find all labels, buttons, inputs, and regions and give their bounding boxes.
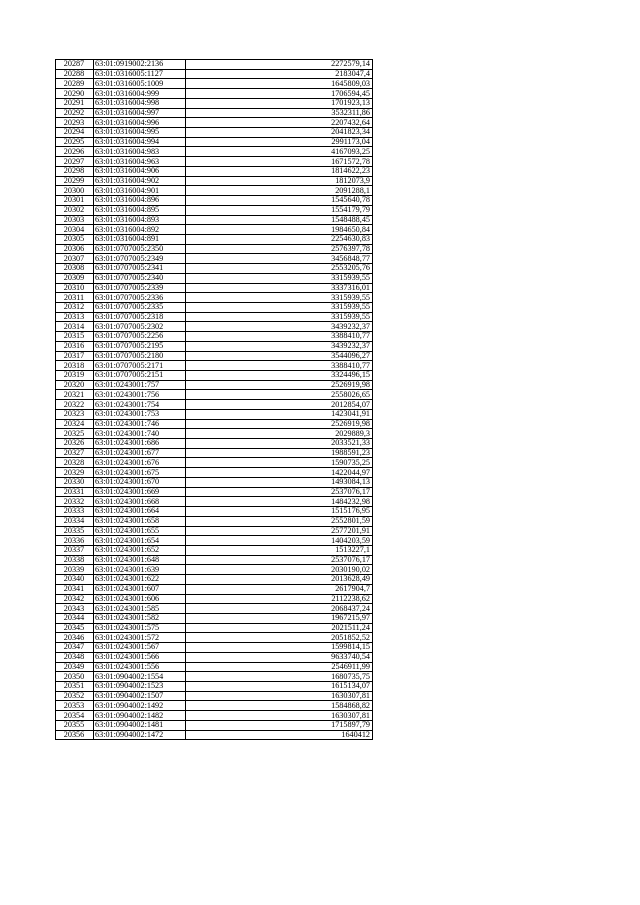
table-row xyxy=(56,273,373,283)
cadastral-number-cell: 63:01:0316004:963 xyxy=(94,157,186,167)
row-number-cell: 20356 xyxy=(56,730,94,740)
cadastral-value-cell: 2041823,34 xyxy=(186,128,373,138)
row-number-cell: 20329 xyxy=(56,468,94,478)
cadastral-number-cell: 63:01:0243001:639 xyxy=(94,565,186,575)
table-row xyxy=(56,166,373,176)
cadastral-value-cell: 2091288,1 xyxy=(186,186,373,196)
table-row xyxy=(56,215,373,225)
table-row xyxy=(56,468,373,478)
table-row xyxy=(56,186,373,196)
table-row xyxy=(56,341,373,351)
cadastral-number-cell: 63:01:0904002:1554 xyxy=(94,672,186,682)
table-row xyxy=(56,497,373,507)
cadastral-value-cell: 1513227,1 xyxy=(186,545,373,555)
row-number-cell: 20345 xyxy=(56,623,94,633)
cadastral-number-cell: 63:01:0316004:902 xyxy=(94,176,186,186)
row-number-cell: 20303 xyxy=(56,215,94,225)
cadastral-value-cell: 1814622,23 xyxy=(186,166,373,176)
row-number-cell: 20295 xyxy=(56,137,94,147)
row-number-cell: 20309 xyxy=(56,273,94,283)
row-number-cell: 20337 xyxy=(56,545,94,555)
row-number-cell: 20292 xyxy=(56,108,94,118)
table-body xyxy=(56,60,373,740)
cadastral-number-cell: 63:01:0243001:677 xyxy=(94,448,186,458)
table-row xyxy=(56,536,373,546)
row-number-cell: 20321 xyxy=(56,390,94,400)
row-number-cell: 20299 xyxy=(56,176,94,186)
cadastral-value-cell: 2183047,4 xyxy=(186,69,373,79)
row-number-cell: 20350 xyxy=(56,672,94,682)
row-number-cell: 20287 xyxy=(56,60,94,70)
cadastral-value-cell: 1590735,25 xyxy=(186,458,373,468)
row-number-cell: 20330 xyxy=(56,477,94,487)
row-number-cell: 20304 xyxy=(56,225,94,235)
cadastral-value-cell: 1422044,97 xyxy=(186,468,373,478)
cadastral-number-cell: 63:01:0243001:676 xyxy=(94,458,186,468)
table-row xyxy=(56,69,373,79)
row-number-cell: 20328 xyxy=(56,458,94,468)
cadastral-number-cell: 63:01:0243001:756 xyxy=(94,390,186,400)
table-row xyxy=(56,283,373,293)
row-number-cell: 20312 xyxy=(56,302,94,312)
table-row xyxy=(56,487,373,497)
cadastral-value-cell: 2617904,7 xyxy=(186,584,373,594)
row-number-cell: 20342 xyxy=(56,594,94,604)
row-number-cell: 20306 xyxy=(56,244,94,254)
row-number-cell: 20294 xyxy=(56,128,94,138)
cadastral-value-cell: 2254630,83 xyxy=(186,234,373,244)
row-number-cell: 20313 xyxy=(56,312,94,322)
table-row xyxy=(56,565,373,575)
cadastral-value-cell: 2013628,49 xyxy=(186,575,373,585)
table-row xyxy=(56,400,373,410)
cadastral-value-cell: 3439232,37 xyxy=(186,322,373,332)
cadastral-number-cell: 63:01:0243001:753 xyxy=(94,409,186,419)
cadastral-number-cell: 63:01:0316004:995 xyxy=(94,128,186,138)
row-number-cell: 20296 xyxy=(56,147,94,157)
table-row xyxy=(56,633,373,643)
cadastral-number-cell: 63:01:0243001:572 xyxy=(94,633,186,643)
table-row xyxy=(56,225,373,235)
cadastral-number-cell: 63:01:0243001:757 xyxy=(94,380,186,390)
cadastral-value-cell: 1630307,81 xyxy=(186,711,373,721)
row-number-cell: 20314 xyxy=(56,322,94,332)
table-row xyxy=(56,682,373,692)
row-number-cell: 20351 xyxy=(56,682,94,692)
cadastral-value-cell: 1584868,82 xyxy=(186,701,373,711)
cadastral-value-cell: 3315939,55 xyxy=(186,302,373,312)
row-number-cell: 20288 xyxy=(56,69,94,79)
table-row xyxy=(56,332,373,342)
table-row xyxy=(56,147,373,157)
cadastral-number-cell: 63:01:0316004:896 xyxy=(94,196,186,206)
table-row xyxy=(56,720,373,730)
cadastral-number-cell: 63:01:0707005:2336 xyxy=(94,293,186,303)
cadastral-number-cell: 63:01:0707005:2339 xyxy=(94,283,186,293)
cadastral-number-cell: 63:01:0904002:1492 xyxy=(94,701,186,711)
cadastral-number-cell: 63:01:0243001:607 xyxy=(94,584,186,594)
cadastral-value-cell: 1706594,45 xyxy=(186,89,373,99)
cadastral-value-cell: 3388410,77 xyxy=(186,332,373,342)
row-number-cell: 20335 xyxy=(56,526,94,536)
table-row xyxy=(56,711,373,721)
table-row xyxy=(56,128,373,138)
cadastral-number-cell: 63:01:0316005:1127 xyxy=(94,69,186,79)
cadastral-number-cell: 63:01:0243001:675 xyxy=(94,468,186,478)
row-number-cell: 20346 xyxy=(56,633,94,643)
row-number-cell: 20340 xyxy=(56,575,94,585)
cadastral-number-cell: 63:01:0904002:1523 xyxy=(94,682,186,692)
cadastral-value-cell: 1671572,78 xyxy=(186,157,373,167)
row-number-cell: 20300 xyxy=(56,186,94,196)
cadastral-number-cell: 63:01:0243001:686 xyxy=(94,439,186,449)
table-row xyxy=(56,623,373,633)
cadastral-number-cell: 63:01:0243001:669 xyxy=(94,487,186,497)
table-row xyxy=(56,516,373,526)
table-row xyxy=(56,477,373,487)
cadastral-value-cell: 2021511,24 xyxy=(186,623,373,633)
cadastral-value-cell: 4167093,25 xyxy=(186,147,373,157)
row-number-cell: 20322 xyxy=(56,400,94,410)
cadastral-value-cell: 2051852,52 xyxy=(186,633,373,643)
cadastral-number-cell: 63:01:0707005:2350 xyxy=(94,244,186,254)
table-row xyxy=(56,584,373,594)
cadastral-value-cell: 3315939,55 xyxy=(186,273,373,283)
row-number-cell: 20343 xyxy=(56,604,94,614)
cadastral-number-cell: 63:01:0243001:622 xyxy=(94,575,186,585)
cadastral-value-cell: 2991173,04 xyxy=(186,137,373,147)
cadastral-number-cell: 63:01:0243001:655 xyxy=(94,526,186,536)
cadastral-number-cell: 63:01:0316005:1009 xyxy=(94,79,186,89)
cadastral-value-cell: 2033521,33 xyxy=(186,439,373,449)
cadastral-value-cell: 3388410,77 xyxy=(186,361,373,371)
table-row xyxy=(56,419,373,429)
cadastral-number-cell: 63:01:0707005:2341 xyxy=(94,264,186,274)
cadastral-value-cell: 1545640,78 xyxy=(186,196,373,206)
cadastral-value-cell: 2537076,17 xyxy=(186,487,373,497)
table-row xyxy=(56,244,373,254)
data-table xyxy=(55,59,373,740)
row-number-cell: 20355 xyxy=(56,720,94,730)
table-row xyxy=(56,234,373,244)
table-row xyxy=(56,643,373,653)
cadastral-number-cell: 63:01:0707005:2335 xyxy=(94,302,186,312)
table-row xyxy=(56,293,373,303)
table-row xyxy=(56,652,373,662)
table-row xyxy=(56,390,373,400)
row-number-cell: 20293 xyxy=(56,118,94,128)
cadastral-value-cell: 1515176,95 xyxy=(186,507,373,517)
table-row xyxy=(56,254,373,264)
cadastral-number-cell: 63:01:0243001:575 xyxy=(94,623,186,633)
table-row xyxy=(56,594,373,604)
table-row xyxy=(56,302,373,312)
cadastral-value-cell: 1548488,45 xyxy=(186,215,373,225)
cadastral-number-cell: 63:01:0707005:2171 xyxy=(94,361,186,371)
cadastral-value-cell: 2576397,78 xyxy=(186,244,373,254)
cadastral-number-cell: 63:01:0707005:2318 xyxy=(94,312,186,322)
row-number-cell: 20326 xyxy=(56,439,94,449)
cadastral-value-cell: 1493084,13 xyxy=(186,477,373,487)
cadastral-value-cell: 2207432,64 xyxy=(186,118,373,128)
row-number-cell: 20324 xyxy=(56,419,94,429)
cadastral-number-cell: 63:01:0243001:585 xyxy=(94,604,186,614)
cadastral-value-cell: 3439232,37 xyxy=(186,341,373,351)
cadastral-value-cell: 2068437,24 xyxy=(186,604,373,614)
cadastral-number-cell: 63:01:0243001:740 xyxy=(94,429,186,439)
cadastral-value-cell: 1484232,98 xyxy=(186,497,373,507)
table-row xyxy=(56,98,373,108)
row-number-cell: 20338 xyxy=(56,555,94,565)
cadastral-value-cell: 9633740,54 xyxy=(186,652,373,662)
row-number-cell: 20305 xyxy=(56,234,94,244)
table-row xyxy=(56,196,373,206)
row-number-cell: 20336 xyxy=(56,536,94,546)
table-row xyxy=(56,458,373,468)
table-row xyxy=(56,351,373,361)
cadastral-number-cell: 63:01:0243001:567 xyxy=(94,643,186,653)
cadastral-number-cell: 63:01:0243001:658 xyxy=(94,516,186,526)
row-number-cell: 20297 xyxy=(56,157,94,167)
cadastral-number-cell: 63:01:0243001:652 xyxy=(94,545,186,555)
row-number-cell: 20310 xyxy=(56,283,94,293)
table-row xyxy=(56,137,373,147)
row-number-cell: 20290 xyxy=(56,89,94,99)
row-number-cell: 20318 xyxy=(56,361,94,371)
row-number-cell: 20353 xyxy=(56,701,94,711)
cadastral-number-cell: 63:01:0316004:893 xyxy=(94,215,186,225)
cadastral-number-cell: 63:01:0904002:1507 xyxy=(94,691,186,701)
cadastral-value-cell: 3315939,55 xyxy=(186,312,373,322)
cadastral-value-cell: 1554179,79 xyxy=(186,205,373,215)
cadastral-number-cell: 63:01:0316004:999 xyxy=(94,89,186,99)
table-row xyxy=(56,371,373,381)
row-number-cell: 20347 xyxy=(56,643,94,653)
table-row xyxy=(56,691,373,701)
row-number-cell: 20352 xyxy=(56,691,94,701)
cadastral-number-cell: 63:01:0316004:891 xyxy=(94,234,186,244)
cadastral-value-cell: 3544096,27 xyxy=(186,351,373,361)
cadastral-value-cell: 1715897,79 xyxy=(186,720,373,730)
table-row xyxy=(56,361,373,371)
cadastral-number-cell: 63:01:0707005:2180 xyxy=(94,351,186,361)
table-row xyxy=(56,545,373,555)
cadastral-value-cell: 1615134,07 xyxy=(186,682,373,692)
table-row xyxy=(56,108,373,118)
row-number-cell: 20302 xyxy=(56,205,94,215)
cadastral-number-cell: 63:01:0919002:2136 xyxy=(94,60,186,70)
row-number-cell: 20308 xyxy=(56,264,94,274)
cadastral-value-cell: 1988591,23 xyxy=(186,448,373,458)
row-number-cell: 20341 xyxy=(56,584,94,594)
table-row xyxy=(56,429,373,439)
cadastral-number-cell: 63:01:0707005:2349 xyxy=(94,254,186,264)
cadastral-value-cell: 2526919,98 xyxy=(186,380,373,390)
cadastral-value-cell: 3324496,15 xyxy=(186,371,373,381)
cadastral-number-cell: 63:01:0707005:2340 xyxy=(94,273,186,283)
table-row xyxy=(56,701,373,711)
table-row xyxy=(56,322,373,332)
cadastral-number-cell: 63:01:0243001:664 xyxy=(94,507,186,517)
cadastral-number-cell: 63:01:0243001:566 xyxy=(94,652,186,662)
cadastral-value-cell: 3456848,77 xyxy=(186,254,373,264)
cadastral-value-cell: 2012854,07 xyxy=(186,400,373,410)
row-number-cell: 20325 xyxy=(56,429,94,439)
cadastral-number-cell: 63:01:0707005:2151 xyxy=(94,371,186,381)
table-row xyxy=(56,264,373,274)
cadastral-number-cell: 63:01:0316004:994 xyxy=(94,137,186,147)
row-number-cell: 20349 xyxy=(56,662,94,672)
cadastral-value-cell: 2553205,76 xyxy=(186,264,373,274)
row-number-cell: 20301 xyxy=(56,196,94,206)
row-number-cell: 20348 xyxy=(56,652,94,662)
table-row xyxy=(56,157,373,167)
row-number-cell: 20320 xyxy=(56,380,94,390)
cadastral-value-cell: 3337316,01 xyxy=(186,283,373,293)
table-row xyxy=(56,555,373,565)
table-row xyxy=(56,176,373,186)
spreadsheet-page xyxy=(55,59,373,740)
cadastral-value-cell: 1423041,91 xyxy=(186,409,373,419)
cadastral-number-cell: 63:01:0316004:906 xyxy=(94,166,186,176)
cadastral-number-cell: 63:01:0243001:582 xyxy=(94,613,186,623)
cadastral-number-cell: 63:01:0316004:901 xyxy=(94,186,186,196)
table-row xyxy=(56,409,373,419)
table-row xyxy=(56,89,373,99)
row-number-cell: 20332 xyxy=(56,497,94,507)
row-number-cell: 20334 xyxy=(56,516,94,526)
cadastral-value-cell: 1967215,97 xyxy=(186,613,373,623)
row-number-cell: 20315 xyxy=(56,332,94,342)
row-number-cell: 20354 xyxy=(56,711,94,721)
cadastral-number-cell: 63:01:0243001:648 xyxy=(94,555,186,565)
row-number-cell: 20289 xyxy=(56,79,94,89)
row-number-cell: 20319 xyxy=(56,371,94,381)
cadastral-value-cell: 1812073,9 xyxy=(186,176,373,186)
cadastral-value-cell: 1640412 xyxy=(186,730,373,740)
cadastral-value-cell: 2526919,98 xyxy=(186,419,373,429)
table-row xyxy=(56,380,373,390)
table-row xyxy=(56,312,373,322)
cadastral-value-cell: 1984650,84 xyxy=(186,225,373,235)
cadastral-number-cell: 63:01:0243001:754 xyxy=(94,400,186,410)
cadastral-number-cell: 63:01:0707005:2302 xyxy=(94,322,186,332)
cadastral-number-cell: 63:01:0904002:1482 xyxy=(94,711,186,721)
table-row xyxy=(56,448,373,458)
cadastral-number-cell: 63:01:0316004:895 xyxy=(94,205,186,215)
cadastral-value-cell: 1404203,59 xyxy=(186,536,373,546)
row-number-cell: 20291 xyxy=(56,98,94,108)
table-row xyxy=(56,662,373,672)
row-number-cell: 20317 xyxy=(56,351,94,361)
cadastral-number-cell: 63:01:0904002:1481 xyxy=(94,720,186,730)
cadastral-value-cell: 1680735,75 xyxy=(186,672,373,682)
cadastral-number-cell: 63:01:0316004:983 xyxy=(94,147,186,157)
row-number-cell: 20327 xyxy=(56,448,94,458)
cadastral-number-cell: 63:01:0243001:654 xyxy=(94,536,186,546)
cadastral-number-cell: 63:01:0243001:606 xyxy=(94,594,186,604)
cadastral-number-cell: 63:01:0243001:668 xyxy=(94,497,186,507)
cadastral-number-cell: 63:01:0243001:556 xyxy=(94,662,186,672)
cadastral-number-cell: 63:01:0316004:998 xyxy=(94,98,186,108)
cadastral-number-cell: 63:01:0243001:746 xyxy=(94,419,186,429)
row-number-cell: 20323 xyxy=(56,409,94,419)
cadastral-value-cell: 2030190,02 xyxy=(186,565,373,575)
cadastral-number-cell: 63:01:0707005:2195 xyxy=(94,341,186,351)
row-number-cell: 20298 xyxy=(56,166,94,176)
table-row xyxy=(56,60,373,70)
cadastral-number-cell: 63:01:0904002:1472 xyxy=(94,730,186,740)
cadastral-value-cell: 1701923,13 xyxy=(186,98,373,108)
cadastral-value-cell: 2112238,62 xyxy=(186,594,373,604)
cadastral-number-cell: 63:01:0316004:996 xyxy=(94,118,186,128)
row-number-cell: 20311 xyxy=(56,293,94,303)
cadastral-value-cell: 2546911,99 xyxy=(186,662,373,672)
cadastral-value-cell: 3532311,86 xyxy=(186,108,373,118)
cadastral-value-cell: 2577201,91 xyxy=(186,526,373,536)
row-number-cell: 20344 xyxy=(56,613,94,623)
cadastral-value-cell: 1599814,15 xyxy=(186,643,373,653)
table-row xyxy=(56,613,373,623)
cadastral-value-cell: 3315939,55 xyxy=(186,293,373,303)
table-row xyxy=(56,205,373,215)
cadastral-value-cell: 1630307,81 xyxy=(186,691,373,701)
table-row xyxy=(56,507,373,517)
cadastral-value-cell: 2537076,17 xyxy=(186,555,373,565)
cadastral-number-cell: 63:01:0316004:997 xyxy=(94,108,186,118)
table-row xyxy=(56,730,373,740)
row-number-cell: 20307 xyxy=(56,254,94,264)
cadastral-number-cell: 63:01:0316004:892 xyxy=(94,225,186,235)
table-row xyxy=(56,604,373,614)
cadastral-value-cell: 1645809,03 xyxy=(186,79,373,89)
table-row xyxy=(56,79,373,89)
table-row xyxy=(56,672,373,682)
table-row xyxy=(56,118,373,128)
table-row xyxy=(56,575,373,585)
cadastral-value-cell: 2552801,59 xyxy=(186,516,373,526)
row-number-cell: 20331 xyxy=(56,487,94,497)
row-number-cell: 20339 xyxy=(56,565,94,575)
cadastral-value-cell: 2272579,14 xyxy=(186,60,373,70)
row-number-cell: 20333 xyxy=(56,507,94,517)
row-number-cell: 20316 xyxy=(56,341,94,351)
cadastral-value-cell: 2029889,3 xyxy=(186,429,373,439)
cadastral-value-cell: 2558026,65 xyxy=(186,390,373,400)
cadastral-number-cell: 63:01:0243001:670 xyxy=(94,477,186,487)
table-row xyxy=(56,526,373,536)
table-row xyxy=(56,439,373,449)
cadastral-number-cell: 63:01:0707005:2256 xyxy=(94,332,186,342)
